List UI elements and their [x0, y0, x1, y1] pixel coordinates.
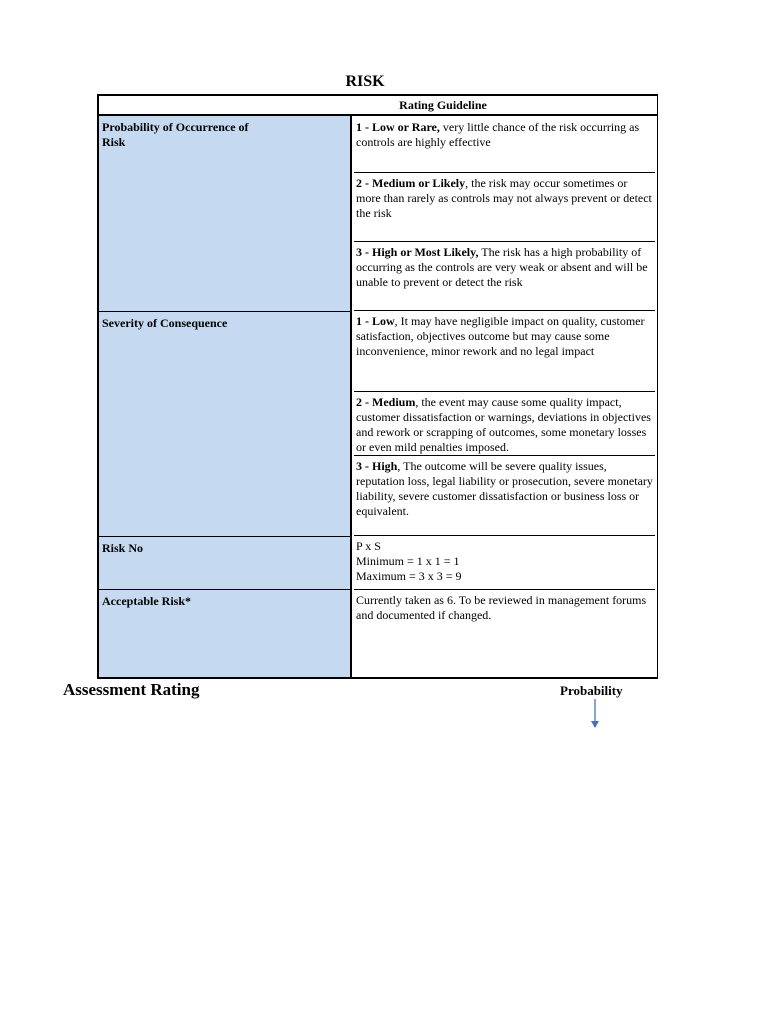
down-arrow-icon: [588, 698, 602, 730]
risk-no-line: Maximum = 3 x 3 = 9: [356, 569, 462, 583]
label-risk-no: Risk No: [99, 536, 350, 560]
label-column: [99, 116, 352, 677]
rating-table: [97, 94, 658, 679]
acceptable-risk-value: Currently taken as 6. To be reviewed in management forums and documented if changed.: [354, 589, 655, 623]
severity-level-1: 1 - Low, It may have negligible impact on quality, customer satisfaction, objectives outcome but may cause some inconvenience, minor rework and no legal impact: [354, 310, 655, 359]
table-header: Rating Guideline: [99, 96, 657, 116]
label-acceptable-risk: Acceptable Risk*: [99, 589, 350, 613]
page-title: RISK: [345, 73, 385, 90]
probability-level-1: 1 - Low or Rare, very little chance of the risk occurring as controls are highly effective: [356, 120, 640, 149]
risk-no-formula: [354, 535, 655, 584]
severity-level-2: 2 - Medium, the event may cause some quality impact, customer dissatisfaction or warnings, deviations in objectives and rework or scrapping of outcomes, some monetary losses or even mild penalties imposed.: [354, 391, 655, 455]
probability-level-3: 3 - High or Most Likely, The risk has a high probability of occurring as the controls are very weak or absent and will be unable to prevent or detect the risk: [354, 241, 655, 290]
label-probability: Probability of Occurrence of Risk: [102, 120, 249, 149]
risk-no-line: Minimum = 1 x 1 = 1: [356, 554, 460, 568]
severity-level-3: 3 - High, The outcome will be severe quality issues, reputation loss, legal liability or prosecution, severe monetary liability, severe customer dissatisfaction or business loss or equivalent.: [354, 455, 655, 519]
probability-axis-label: Probability: [560, 683, 623, 698]
probability-level-2: 2 - Medium or Likely, the risk may occur sometimes or more than rarely as controls may not always prevent or detect the risk: [354, 172, 655, 221]
label-severity: Severity of Consequence: [99, 311, 350, 335]
risk-no-line: P x S: [356, 539, 381, 553]
assessment-rating-heading: Assessment Rating: [63, 680, 200, 699]
